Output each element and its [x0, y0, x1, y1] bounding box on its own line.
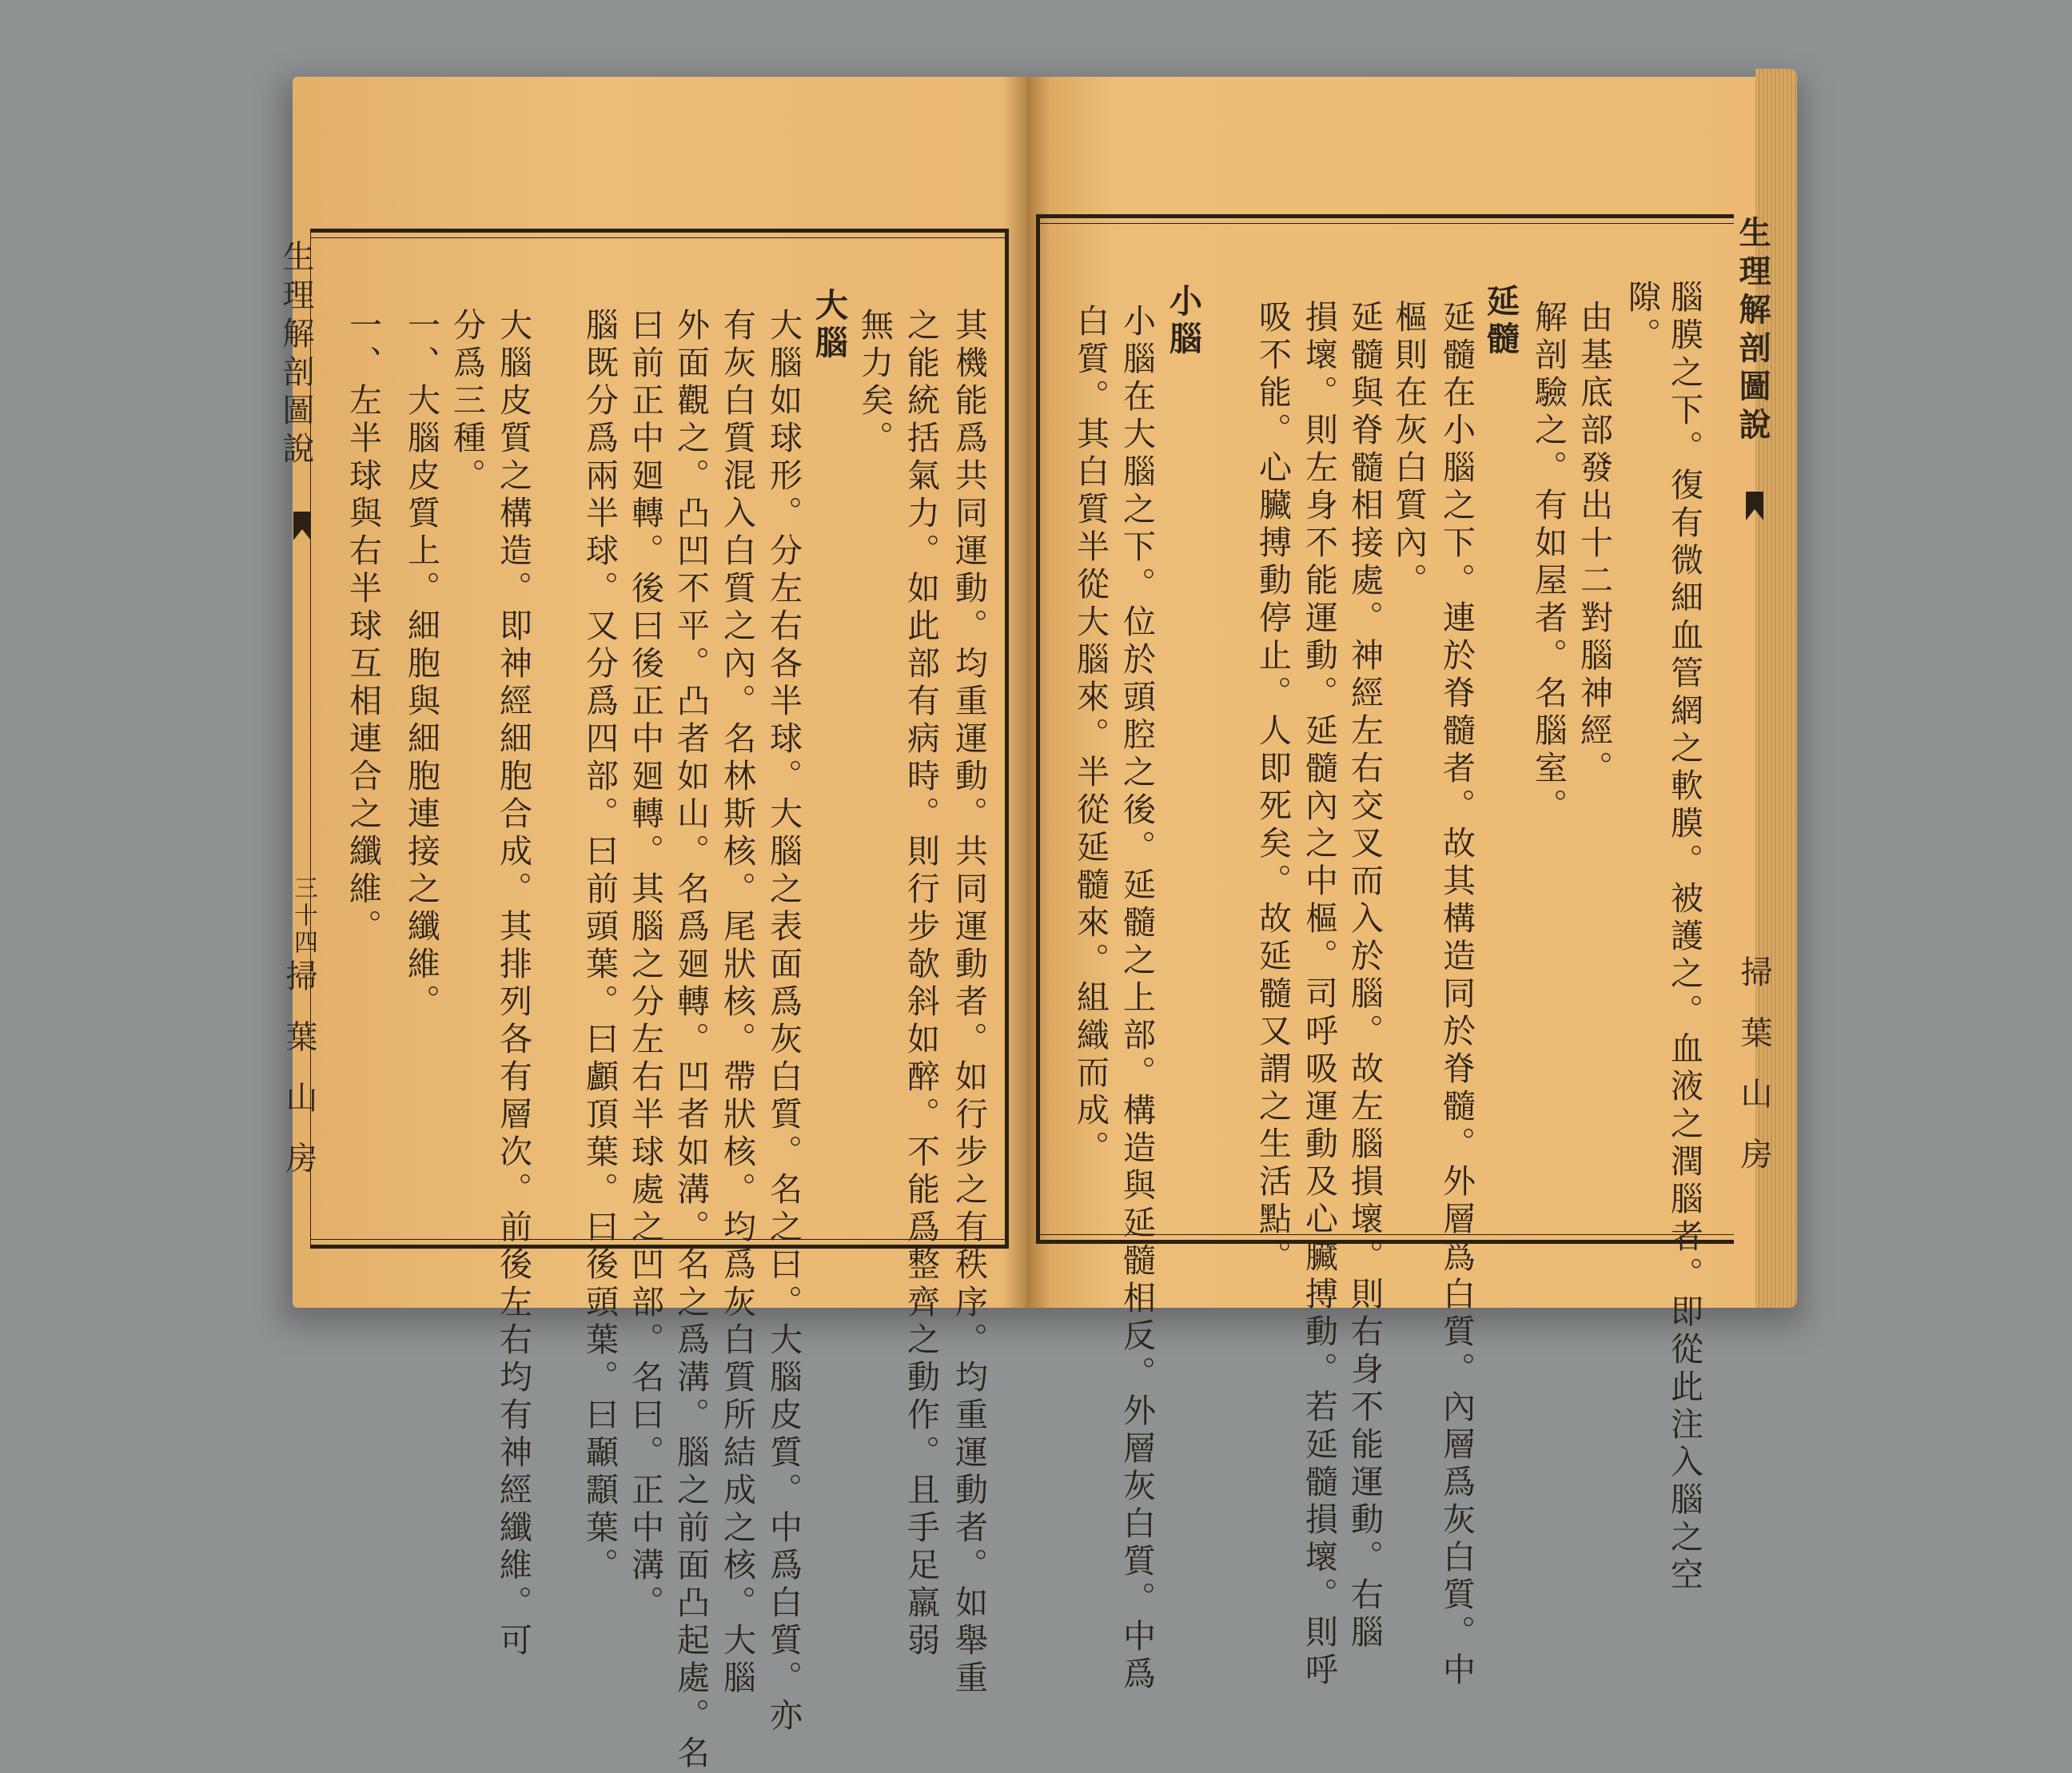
text-column: 腦既分爲兩半球。又分爲四部。曰前頭葉。曰顱頂葉。曰後頭葉。曰顳顬葉。	[580, 308, 619, 1585]
section-heading: 大腦	[810, 288, 848, 363]
text-column: 有灰白質混入白質之內。名林斯核。尾狀核。帶狀核。均爲灰白質所結成之核。大腦	[718, 308, 756, 1698]
right-margin-title: 生理解剖圖說	[1734, 216, 1771, 446]
text-column: 由基底部發出十二對腦神經。	[1575, 300, 1613, 788]
text-column: 小腦在大腦之下。位於頭腔之後。延髓之上部。構造與延髓相反。外層灰白質。中爲	[1118, 304, 1156, 1694]
text-column: 隙。	[1623, 280, 1661, 355]
text-column: 一、大腦皮質上。細胞與細胞連接之纖維。	[402, 308, 440, 1022]
text-column: 無力矣。	[855, 308, 894, 458]
right-margin-publisher: 掃葉山房	[1735, 955, 1772, 1198]
text-column: 曰前正中廻轉。後曰後正中廻轉。其腦之分左右半球處之凹部。名曰。正中溝。	[626, 308, 664, 1623]
section-heading: 小腦	[1164, 284, 1202, 359]
text-column: 之能統括氣力。如此部有病時。則行步欹斜如醉。不能爲整齊之動作。且手足羸弱	[902, 308, 940, 1660]
fish-tail-mark-right	[1746, 492, 1763, 520]
text-column: 樞則在灰白質內。	[1389, 300, 1428, 600]
text-column: 損壞。則左身不能運動。延髓內之中樞。司呼吸運動及心臟搏動。若延髓損壞。則呼	[1300, 300, 1338, 1690]
left-margin-title: 生理解剖圖說	[277, 240, 314, 470]
section-heading: 延髓	[1481, 284, 1520, 359]
left-page-number: 三十四	[289, 875, 317, 957]
text-column: 大腦皮質之構造。即神經細胞合成。其排列各有層次。前後左右均有神經纖維。可	[494, 308, 532, 1660]
text-column: 白質。其白質半從大腦來。半從延髓來。組織而成。	[1071, 304, 1110, 1168]
text-column: 腦膜之下。復有微細血管網之軟膜。被護之。血液之潤腦者。即從此注入腦之空	[1665, 280, 1703, 1595]
text-column: 解剖驗之。有如屋者。名腦室。	[1529, 300, 1568, 826]
text-column: 吸不能。心臟搏動停止。人即死矣。故延髓又謂之生活點。	[1253, 300, 1292, 1277]
text-column: 延髓與脊髓相接處。神經左右交叉而入於腦。故左腦損壞。則右身不能運動。右腦	[1345, 300, 1384, 1652]
left-margin-publisher: 掃葉山房	[281, 959, 317, 1202]
fish-tail-mark-left	[293, 512, 311, 540]
text-column: 一、左半球與右半球互相連合之纖維。	[344, 308, 382, 946]
text-column: 分爲三種。	[448, 308, 486, 496]
text-column: 延髓在小腦之下。連於脊髓者。故其構造同於脊髓。外層爲白質。內層爲灰白質。中	[1437, 300, 1476, 1690]
text-column: 其機能爲共同運動。均重運動。共同運動者。如行步之有秩序。均重運動者。如舉重	[950, 308, 988, 1698]
text-column: 外面觀之。凸凹不平。凸者如山。名爲廻轉。凹者如溝。名之爲溝。腦之前面凸起處。名	[671, 308, 710, 1773]
text-column: 大腦如球形。分左右各半球。大腦之表面爲灰白質。名之曰。大腦皮質。中爲白質。亦	[764, 308, 803, 1735]
